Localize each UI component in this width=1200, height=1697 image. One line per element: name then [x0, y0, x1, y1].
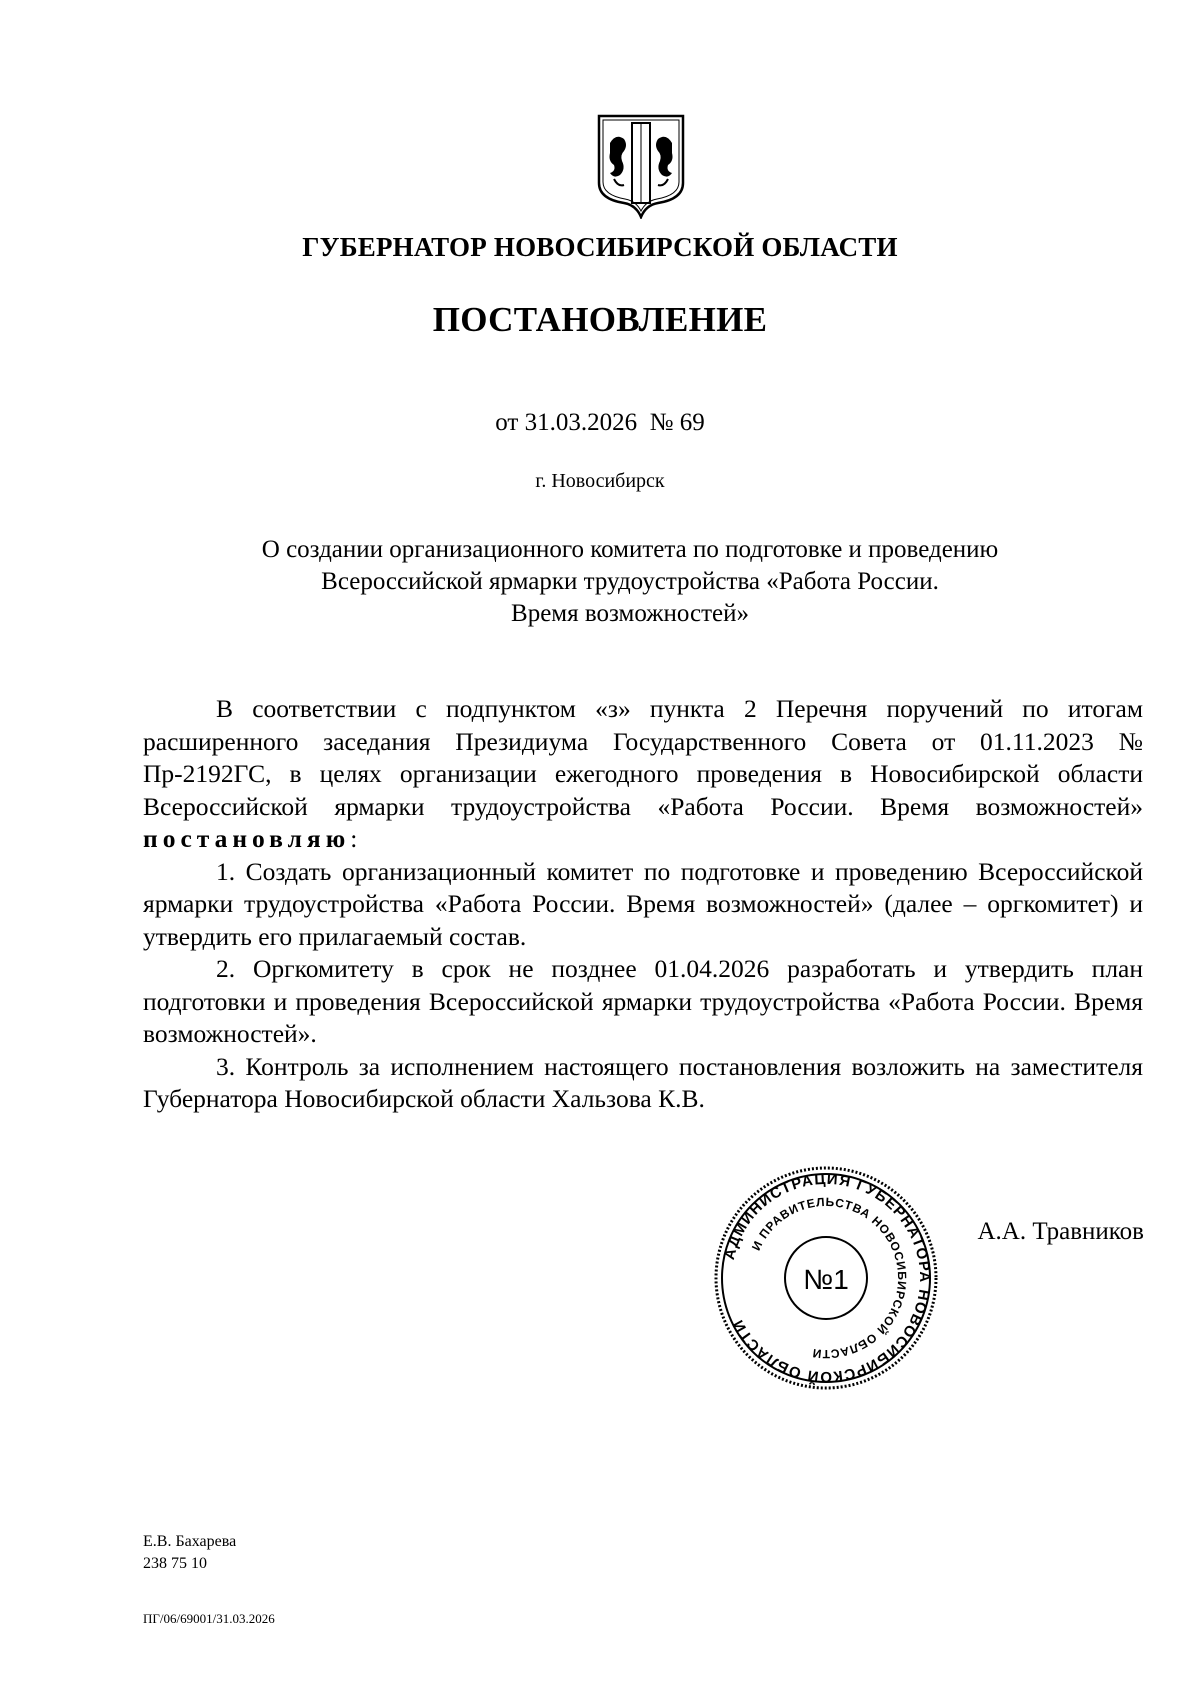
number-prefix: №: [649, 409, 674, 436]
item-text: Оргкомитету в срок не позднее 01.04.2026 разработать и утвердить план подготовки и проведения Всероссийской ярмарки трудоустройства «Работа России. Время возможностей».: [143, 954, 1144, 1048]
list-item: [143, 856, 1143, 954]
registration-code: ПГ/06/69001/31.03.2026: [143, 1611, 275, 1626]
item-text: Создать организационный комитет по подготовке и проведению Всероссийской ярмарки трудоустройства «Работа России. Время возможностей» (далее – оргкомитет) и утвердить его прилагаемый состав.: [143, 856, 1144, 951]
city: г. Новосибирск: [535, 470, 665, 492]
list-item: [143, 953, 1143, 1051]
intro-paragraph: [143, 693, 1143, 856]
document-body: [143, 693, 1143, 1116]
document-type: ПОСТАНОВЛЕНИЕ: [432, 300, 768, 339]
svg-text:И ПРАВИТЕЛЬСТВА НОВОСИБИРСКОЙ: И ПРАВИТЕЛЬСТВА НОВОСИБИРСКОЙ ОБЛАСТИ: [748, 1194, 910, 1362]
item-number: 1.: [216, 856, 236, 886]
date-prefix: от: [495, 409, 519, 436]
item-text: Контроль за исполнением настоящего постановления возложить на заместителя Губернатора Новосибирской области Хальзова К.В.: [143, 1051, 1143, 1113]
official-seal: [713, 1165, 939, 1391]
executor-name: Е.В. Бахарева: [143, 1533, 237, 1550]
resolve-word: постановляю: [143, 824, 351, 853]
item-number: 3.: [216, 1051, 236, 1081]
resolve-colon: :: [350, 824, 358, 853]
item-number: 2.: [216, 954, 236, 983]
coat-of-arms-icon: [596, 113, 686, 219]
subject-line: Всероссийской ярмарки трудоустройства «Работа России.: [321, 568, 939, 595]
subject-line: Время возможностей»: [511, 600, 749, 627]
subject-line: О создании организационного комитета по подготовке и проведению: [261, 536, 999, 563]
list-item: [143, 1051, 1143, 1116]
executor-contact: [143, 1531, 236, 1575]
date-number-line: [0, 409, 1200, 437]
svg-text:№1: №1: [803, 1264, 849, 1295]
document-subject: [200, 534, 1060, 630]
document-date: 31.03.2026: [524, 409, 638, 436]
intro-text: В соответствии с подпунктом «з» пункта 2 Перечня поручений по итогам расширенного заседания Президиума Государственного Совета от 01.11.2023 № Пр-2192ГС, в целях организации ежегодного проведения в Новосибирской области Всероссийской ярмарки трудоустройства «Работа России. Время возможностей»: [143, 694, 1143, 821]
executor-phone: 238 75 10: [143, 1555, 207, 1572]
authority-title: ГУБЕРНАТОР НОВОСИБИРСКОЙ ОБЛАСТИ: [302, 232, 898, 262]
signer-name: А.А. Травников: [977, 1218, 1144, 1245]
svg-text:АДМИНИСТРАЦИЯ ГУБЕРНАТОРА НОВО: АДМИНИСТРАЦИЯ ГУБЕРНАТОРА НОВОСИБИРСКОЙ ОБЛАСТИ: [720, 1170, 934, 1386]
document-number: 69: [679, 409, 705, 436]
